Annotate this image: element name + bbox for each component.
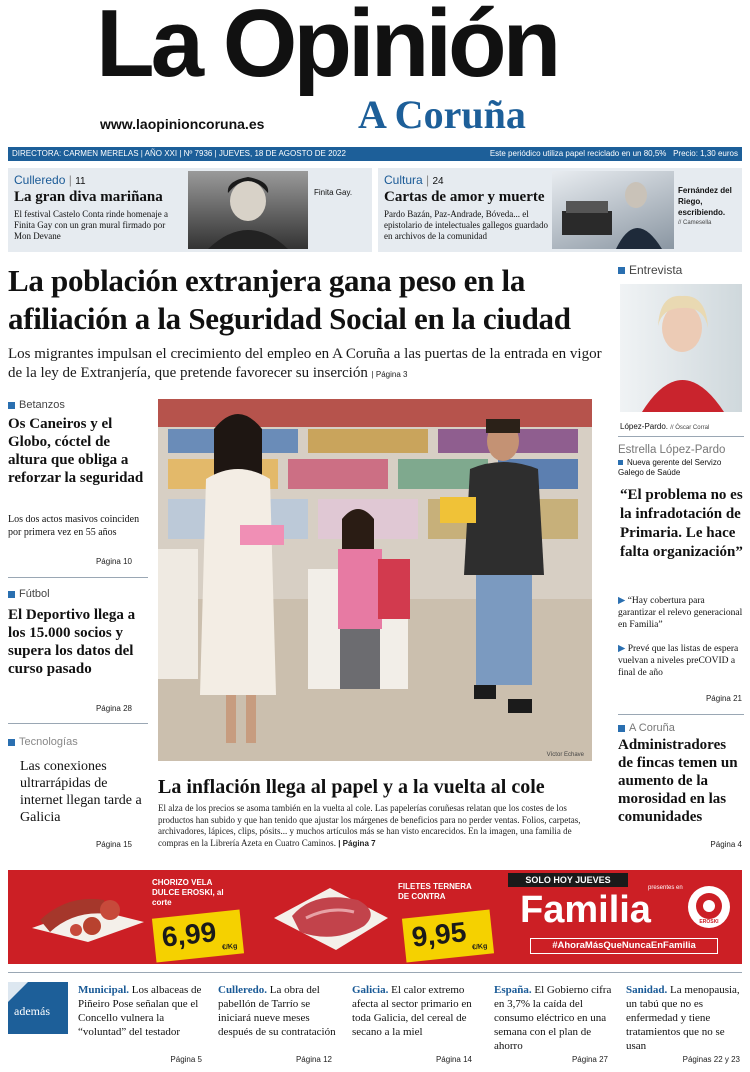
triangle-bullet-icon: ▶ (618, 596, 626, 606)
website-link[interactable]: www.laopinioncoruna.es (100, 116, 265, 132)
ad-product-2-image (270, 878, 392, 958)
lopez-pardo-photo (620, 284, 742, 412)
coruna-page: Página 4 (710, 840, 742, 849)
section-name: Betanzos (19, 399, 65, 411)
ademas-label: además (14, 1004, 50, 1018)
ad-brand-small: presentes en (648, 885, 683, 891)
section-name: Tecnologías (19, 736, 78, 748)
bullet-square-icon (618, 460, 623, 465)
photo-caption: López-Pardo. (620, 422, 669, 431)
price-text: Precio: 1,30 euros (673, 149, 738, 158)
teaser-cultura[interactable]: Cultura | 24 Cartas de amor y muerte Pardo Bazán, Paz-Andrade, Bóveda... el epistolario de intelectuales gallegos guardado en archivos de la comunidad Fernández del Riego, escribiendo. // Camesella (378, 168, 742, 252)
steak-icon (270, 878, 392, 958)
interview-bullet-text: “Hay cobertura para garantizar el relevo generacional en Familia” (618, 596, 743, 630)
corner-arrow-icon (8, 982, 28, 1002)
ademas-page: Páginas 22 y 23 (682, 1055, 740, 1064)
director-text: DIRECTORA: CARMEN MERELAS (12, 149, 139, 158)
portrait-illustration (620, 284, 742, 412)
lead-headline[interactable]: La población extranjera gana peso en la afiliación a la Seguridad Social en la ciudad (8, 263, 571, 336)
teasers-row (8, 168, 742, 252)
left-article-title[interactable]: Os Caneiros y el Globo, cóctel de altura que obliga a reforzar la seguridad (8, 416, 144, 486)
coruna-title[interactable]: Administradores de fincas temen un aumento de la morosidad en las comunidades (618, 737, 738, 825)
lead-subhead (8, 345, 602, 384)
section-label (8, 736, 78, 748)
ademas-text: El Gobierno cifra en 3,7% la caída del consumo eléctrico en una semana con el plan de ahorro (494, 984, 612, 1052)
interview-page: Página 21 (705, 694, 742, 703)
main-photo (158, 399, 592, 761)
ademas-label-box (8, 982, 68, 1034)
stationery-shop-illustration (158, 399, 592, 761)
teaser-caption: Finita Gay. (314, 188, 353, 197)
ademas-page: Página 27 (571, 1055, 608, 1064)
left-article-page: Página 28 (95, 704, 132, 713)
ademas-text: La obra del pabellón de Tarrío se iniciará nueve meses después de su contratación (218, 984, 336, 1038)
triangle-bullet-icon: ▶ (618, 644, 626, 654)
ademas-text: Los albaceas de Piñeiro Pose señalan que el Concello vulnera la “voluntad” del testador (78, 984, 202, 1038)
photo-page: | Página 7 (338, 838, 376, 848)
section-name: Fútbol (19, 588, 50, 600)
section-square-icon (618, 725, 625, 732)
chorizo-icon (28, 880, 148, 952)
section-label (8, 588, 50, 600)
divider (8, 577, 148, 578)
ad-price-1: 6,99 (160, 916, 218, 953)
year-text: AÑO XXI (144, 149, 178, 158)
fernandez-del-riego-photo (552, 171, 674, 249)
ad-product-1-label: CHORIZO VELA DULCE EROSKI, al corte (152, 878, 224, 907)
ad-product-1-image (28, 880, 148, 952)
section-square-icon (8, 591, 15, 598)
finita-gay-photo (188, 171, 308, 249)
left-article-text: Los dos actos masivos coinciden por primera vez en 55 años (8, 514, 140, 538)
ademas-item[interactable] (78, 983, 206, 1065)
teaser-credit: // Camesella (678, 220, 712, 226)
interview-role-text: Nueva gerente del Servizo Galego de Saúde (618, 458, 722, 477)
ademas-section: Galicia. (352, 984, 389, 996)
section-label (618, 263, 682, 277)
ademas-page: Página 14 (435, 1055, 472, 1064)
teaser-culleredo[interactable]: Culleredo | 11 La gran diva mariñana El festival Castelo Conta rinde homenaje a Finita Gay con un gran mural firmado por Mon Devane Finita Gay. (8, 168, 372, 252)
ademas-item[interactable] (218, 983, 336, 1065)
ademas-section: Municipal. (78, 984, 130, 996)
portrait-illustration (188, 171, 308, 249)
masthead (0, 0, 750, 145)
left-article-page: Página 15 (95, 840, 132, 849)
photo-text-body: El alza de los precios se asoma también en la vuelta al cole. Las papelerías coruñesas relatan que los costes de los productos han subido y que han tenido que ajustar los márgenes de beneficios para no perder ventas. Folios, carpetas, archivadores, lápices, clips, pósits... y muchos artículos más se han visto encarecidos. En la imagen, una familia de compras en la Librería Azeta en Cuatro Caminos. (158, 803, 581, 848)
section-name: Entrevista (629, 263, 683, 277)
ad-banner[interactable] (8, 870, 742, 964)
left-column (8, 396, 148, 856)
section-square-icon (8, 402, 15, 409)
divider (618, 436, 744, 437)
interview-role (618, 458, 744, 478)
teaser-text: El festival Castelo Conta rinde homenaje a Finita Gay con un gran mural firmado por Mon Devane (14, 209, 168, 241)
ad-price-2-box (402, 910, 494, 963)
interview-quote[interactable]: “El problema no es la infradotación de Primaria. Le hace falta organización” (620, 487, 743, 560)
divider (8, 972, 742, 973)
eroski-logo-icon (688, 886, 730, 928)
interview-bullet (618, 595, 744, 631)
section-label (618, 722, 675, 734)
lead-subhead-text: Los migrantes impulsan el crecimiento del empleo en A Coruña a las puertas de la entrada en vigor de la ley de Extranjería, que pretende favorecer su inserción (8, 346, 602, 381)
masthead-subtitle: A Coruña (358, 92, 526, 137)
ad-hashtag: #AhoraMásQueNuncaEnFamilia (530, 938, 718, 954)
ademas-item[interactable] (352, 983, 476, 1065)
ad-price-2: 9,95 (410, 916, 468, 953)
ademas-section: Sanidad. (626, 984, 668, 996)
ademas-item[interactable] (626, 983, 744, 1065)
section-square-icon (618, 267, 625, 274)
photo-credit: Víctor Echave (546, 752, 584, 758)
date-text: JUEVES, 18 DE AGOSTO DE 2022 (218, 149, 346, 158)
left-article-page: Página 10 (95, 557, 132, 566)
teaser-text: Pardo Bazán, Paz-Andrade, Bóveda... el epistolario de intelectuales gallegos guardado en archivos de la comunidad (384, 209, 548, 241)
lead-page: | Página 3 (371, 370, 408, 379)
photo-text (158, 803, 592, 849)
divider (8, 723, 148, 724)
ademas-section: Culleredo. (218, 984, 267, 996)
issue-number: Nº 7936 (183, 149, 213, 158)
ademas-page: Página 5 (170, 1055, 202, 1064)
interview-name: Estrella López-Pardo (618, 444, 726, 456)
section-label (8, 399, 65, 411)
ademas-text: La menopausia, un tabú que no es enfermedad y tiene tratamientos que no se usan (626, 984, 740, 1052)
info-bar: DIRECTORA: CARMEN MERELAS | AÑO XXI | Nº 7936 | JUEVES, 18 DE AGOSTO DE 2022 Este periódico utiliza papel reciclado en un 80,5% Precio: 1,30 euros (8, 147, 742, 161)
teaser-title: La gran diva mariñana (14, 189, 163, 205)
teaser-section: Culleredo (14, 173, 66, 187)
divider (618, 714, 744, 715)
section-square-icon (8, 739, 15, 746)
ad-product-2-label: FILETES TERNERA DE CONTRA (398, 882, 472, 901)
teaser-page: 11 (75, 176, 86, 187)
ademas-section: España. (494, 984, 532, 996)
masthead-title: La Opinión (96, 0, 558, 97)
right-column (618, 262, 744, 856)
section-name: A Coruña (629, 722, 675, 734)
ad-unit-1: €/Kg (221, 942, 238, 952)
ad-banner-label: SOLO HOY JUEVES (508, 873, 628, 887)
ad-brand: Familia (520, 889, 651, 931)
ademas-page: Página 12 (295, 1055, 332, 1064)
interview-bullet (618, 643, 744, 679)
eroski-logo-text: EROSKI (699, 919, 719, 925)
teaser-page: 24 (432, 176, 444, 187)
left-article-title[interactable]: Las conexiones ultrarrápidas de internet llegan tarde a Galicia (20, 759, 142, 825)
teaser-title: Cartas de amor y muerte (384, 189, 545, 205)
recycled-text: Este periódico utiliza papel reciclado en un 80,5% (489, 149, 667, 158)
ademas-item[interactable] (494, 983, 612, 1065)
teaser-caption: Fernández del Riego, escribiendo. (678, 186, 732, 217)
left-article-title[interactable]: El Deportivo llega a los 15.000 socios y supera los datos del curso pasado (8, 607, 136, 677)
ademas-text: El calor extremo afecta al sector primario en toda Galicia, del cereal de secano a la miel (352, 984, 472, 1038)
ad-price-1-box (152, 910, 244, 963)
photo-credit: // Óscar Corral (670, 425, 710, 431)
ad-unit-2: €/Kg (471, 942, 488, 952)
writer-illustration (552, 171, 674, 249)
interview-bullet-text: Prevé que las listas de espera vuelvan a niveles preCOVID a final de año (618, 644, 739, 678)
photo-headline[interactable]: La inflación llega al papel y a la vuelta al cole (158, 776, 545, 798)
teaser-section: Cultura (384, 173, 423, 187)
